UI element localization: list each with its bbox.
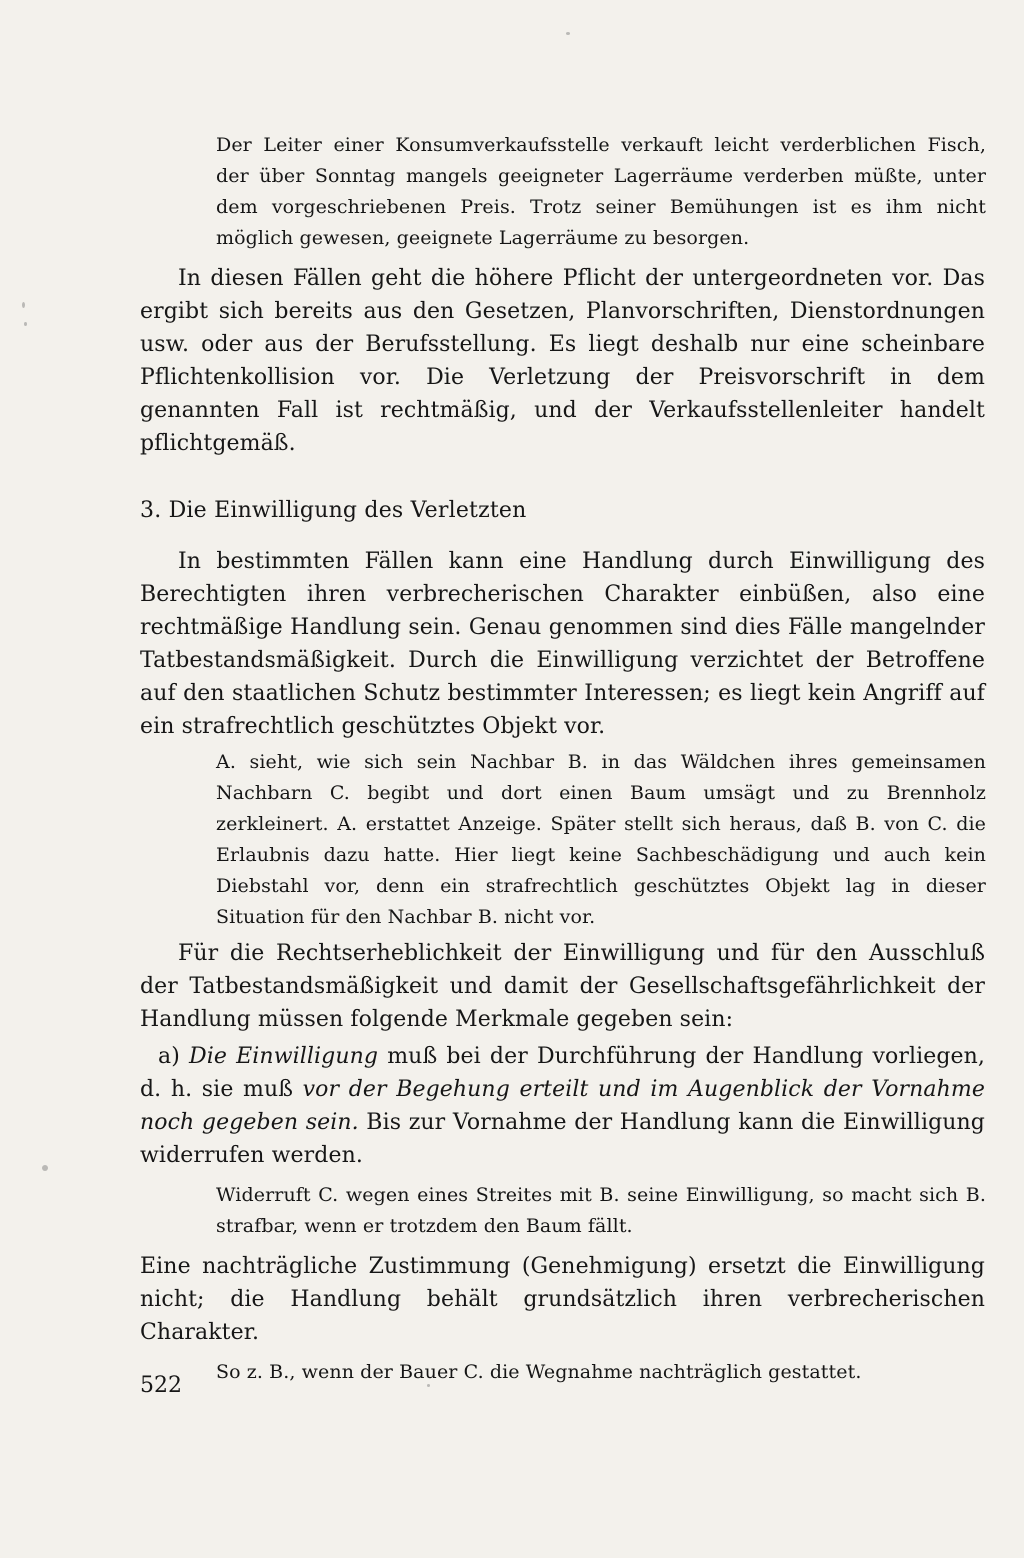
paragraph-consent: In bestimmten Fällen kann eine Handlung durch Einwilligung des Berechtigten ihren verbrecherischen Charakter einbüßen, also eine rechtmäßige Handlung sein. Genau genommen sind dies Fälle mangelnder Tatbestandsmäßigkeit. Durch die Einwilligung verzichtet der Betroffene auf den staatlichen Schutz bestimmter Interessen; es liegt kein Angriff auf ein strafrechtlich geschütztes Objekt vor.	[140, 549, 985, 739]
paragraph-subsequent-approval: Eine nachträgliche Zustimmung (Genehmigung) ersetzt die Einwilligung nicht; die Handlung behält grundsätzlich ihren verbrecherischen Charakter.	[140, 1254, 985, 1345]
example-revocation: Widerruft C. wegen eines Streites mit B. seine Einwilligung, so macht sich B. strafbar, wenn er trotzdem den Baum fällt.	[216, 1184, 986, 1237]
scan-speck	[24, 322, 27, 326]
paragraph-criteria: Für die Rechtserheblichkeit der Einwilligung und für den Ausschluß der Tatbestandsmäßigkeit und damit der Gesellschaftsgefährlichkeit der Handlung müssen folgende Merkmale gegeben sein:	[140, 941, 985, 1032]
example-neighbor-tree: A. sieht, wie sich sein Nachbar B. in das Wäldchen ihres gemeinsamen Nachbarn C. begibt und dort einen Baum umsägt und zu Brennholz zerkleinert. A. erstattet Anzeige. Später stellt sich heraus, daß B. von C. die Erlaubnis dazu hatte. Hier liegt keine Sachbeschädigung und auch kein Diebstahl vor, denn ein strafrechtlich geschütztes Objekt lag in dieser Situation für den Nachbar B. nicht vor.	[216, 751, 986, 928]
criterion-a-text-2: Bis zur Vornahme der Handlung kann die Einwilligung widerrufen werden.	[140, 1110, 985, 1168]
section-heading: 3. Die Einwilligung des Verletzten	[140, 498, 527, 523]
criterion-a-text-1: muß bei der Durchführung der Handlung vorliegen, d. h. sie muß	[140, 1044, 985, 1102]
page-number: 522	[140, 1373, 182, 1398]
scan-speck	[22, 302, 25, 308]
scan-speck	[42, 1165, 48, 1171]
example-fish-sale: Der Leiter einer Konsumverkaufsstelle verkauft leicht verderblichen Fisch, der über Sonntag mangels geeigneter Lagerräume verderben müßte, unter dem vorgeschriebenen Preis. Trotz seiner Bemühungen ist es ihm nicht möglich gewesen, geeignete Lagerräume zu besorgen.	[216, 134, 986, 249]
page-body	[140, 130, 985, 1388]
scan-speck	[566, 32, 570, 35]
criterion-a	[140, 1040, 985, 1172]
criterion-a-italic-2: vor der Begehung erteilt und im Augenblick der Vornahme noch gegeben sein.	[140, 1077, 985, 1135]
criterion-a-marker: a)	[158, 1044, 180, 1069]
example-farmer: So z. B., wenn der Bauer C. die Wegnahme nachträglich gestattet.	[216, 1361, 862, 1383]
paragraph-duty-conflict: In diesen Fällen geht die höhere Pflicht der untergeordneten vor. Das ergibt sich bereits aus den Gesetzen, Planvorschriften, Dienstordnungen usw. oder aus der Berufsstellung. Es liegt deshalb nur eine scheinbare Pflichtenkollision vor. Die Verletzung der Preisvorschrift in dem genannten Fall ist rechtmäßig, und der Verkaufsstellenleiter handelt pflichtgemäß.	[140, 266, 985, 456]
criterion-a-italic-1: Die Einwilligung	[189, 1044, 379, 1069]
